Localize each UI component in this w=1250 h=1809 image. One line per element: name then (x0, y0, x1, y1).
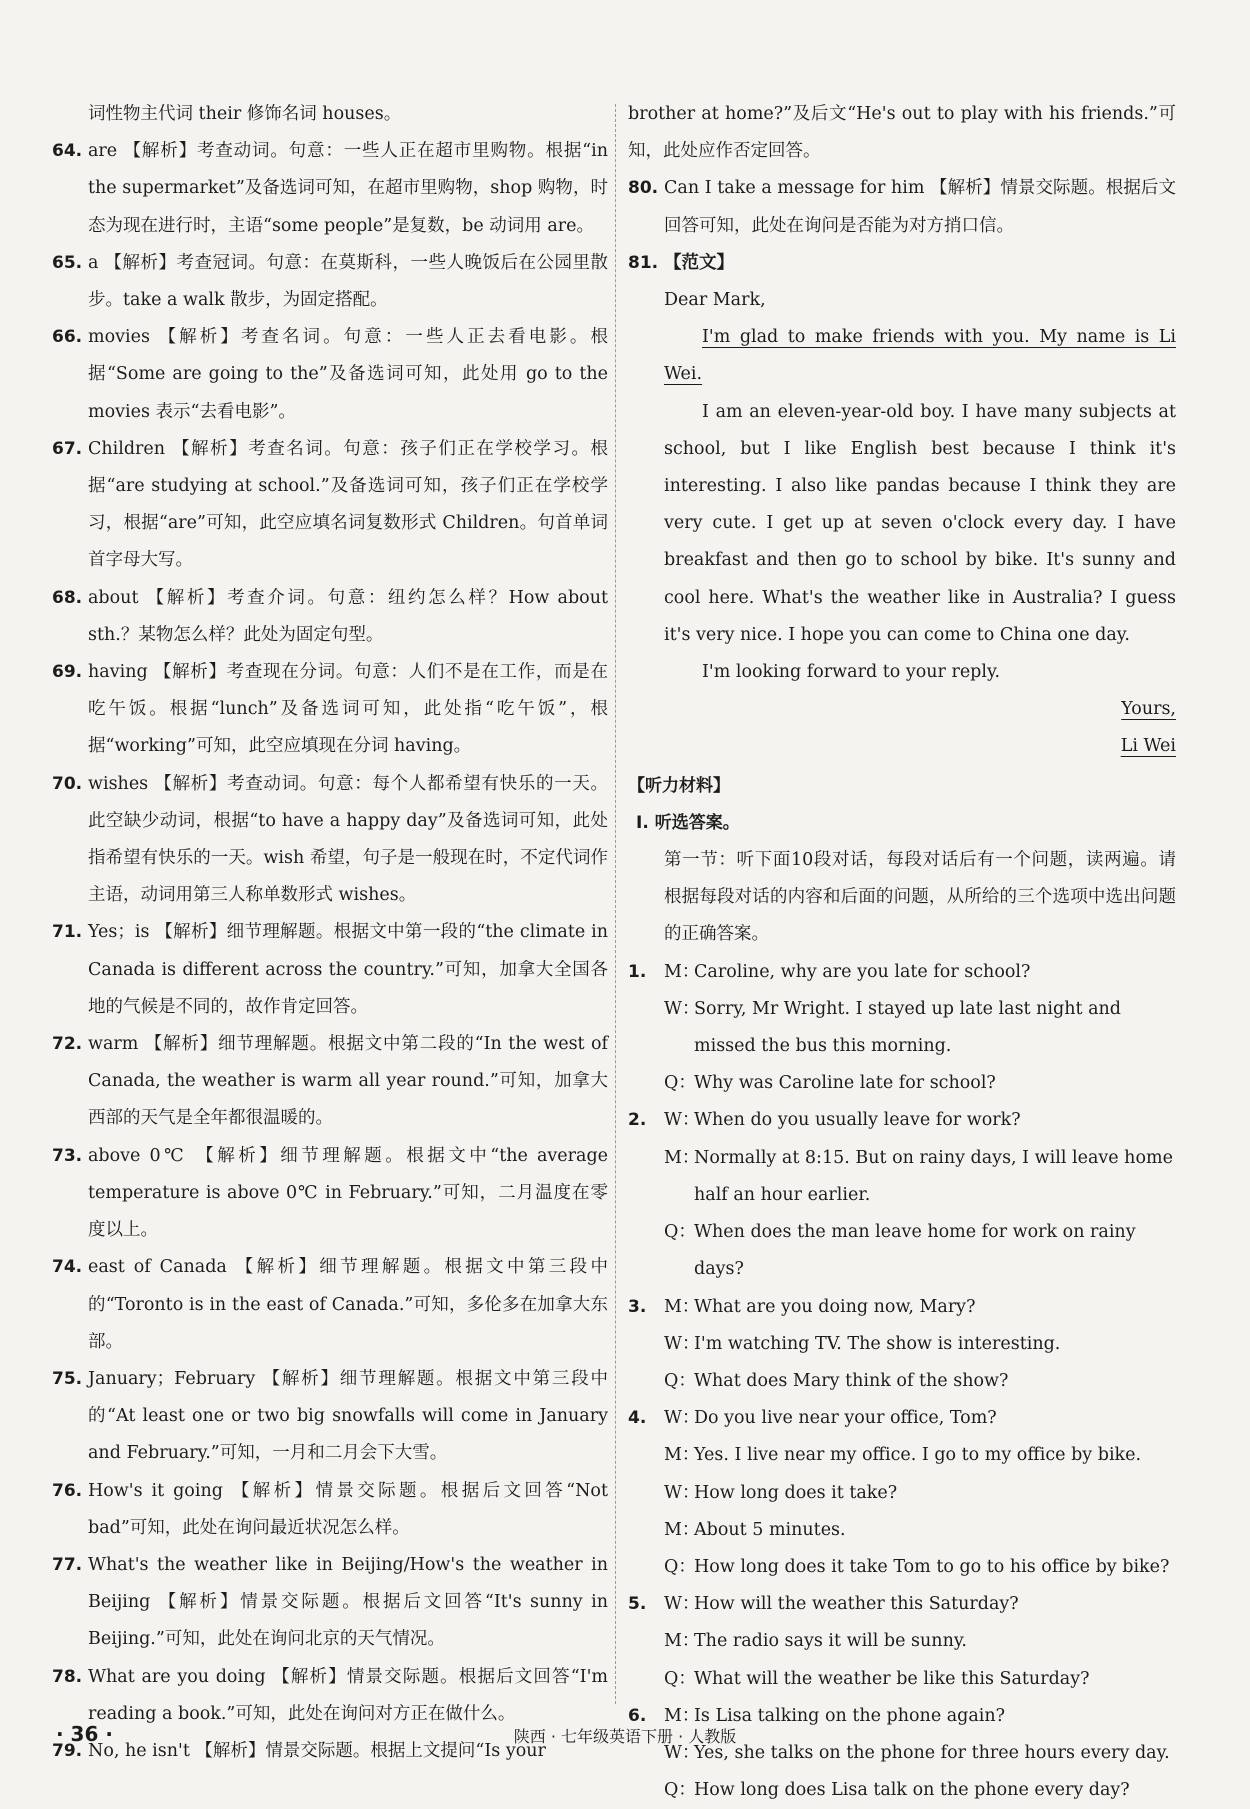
dialogue-line (664, 1326, 1176, 1363)
listening-instructions: 第一节：听下面10段对话，每段对话后有一个问题，读两遍。请根据每段对话的内容和后面的问题，从所给的三个选项中选出问题的正确答案。 (664, 850, 1176, 945)
item-number: 74. (52, 1257, 83, 1278)
page-number: · 36 · (56, 1722, 113, 1746)
line-text: Caroline, why are you late for school? (694, 961, 1031, 982)
speaker-label: M： (664, 1296, 700, 1317)
item-text: are 【解析】考查动词。句意：一些人正在超市里购物。根据“in the supermarket”及备选词可知，在超市里购物，shop 购物，时态为现在进行时，主语“some people”是复数，be 动词用 are。 (88, 141, 608, 236)
item-number: 80. (628, 178, 659, 199)
answer-item-81 (628, 245, 1176, 282)
line-text: About 5 minutes. (694, 1519, 846, 1540)
item-number: 67. (52, 438, 83, 459)
dialogue-line (664, 1140, 1176, 1214)
item-text: No, he isn't 【解析】情景交际题。根据上文提问“Is your (88, 1740, 546, 1761)
item-text: wishes 【解析】考查动词。句意：每个人都希望有快乐的一天。此空缺少动词，根据“to have a happy day”及备选词可知，此处指希望有快乐的一天。wish 希望，句子是一般现在时，不定代词作主语，动词用第三人称单数形式 wishes。 (88, 773, 608, 906)
answer-item (52, 1138, 608, 1250)
answer-item (52, 245, 608, 319)
item-number: 72. (52, 1034, 83, 1055)
item-number: 79. (52, 1740, 83, 1761)
letter-sign-off: Yours, (1121, 699, 1176, 720)
line-text: How long does it take? (694, 1482, 898, 1503)
item-text: January；February 【解析】细节理解题。根据文中第三段中的“At least one or two big snowfalls will come in January and February.”可知，一月和二月会下大雪。 (88, 1368, 608, 1464)
item-text: above 0℃ 【解析】细节理解题。根据文中“the average temperature is above 0℃ in February.”可知，二月温度在零度以上。 (88, 1145, 608, 1241)
line-text: Is Lisa talking on the phone again? (694, 1705, 1006, 1726)
item-number: 64. (52, 141, 83, 162)
line-text: Why was Caroline late for school? (694, 1073, 996, 1094)
speaker-label: M： (664, 961, 700, 982)
line-text: How long does it take Tom to go to his office by bike? (694, 1556, 1170, 1577)
speaker-label: W： (664, 1482, 700, 1503)
line-text: What will the weather be like this Saturday? (694, 1668, 1090, 1689)
speaker-label: W： (664, 1110, 700, 1131)
dialogue-number: 4. (628, 1408, 647, 1429)
speaker-label: W： (664, 1408, 700, 1429)
letter-first-line: I'm glad to make friends with you. My name is Li Wei. (664, 327, 1176, 385)
speaker-label: W： (664, 1594, 700, 1615)
item-text: What's the weather like in Beijing/How's the weather in Beijing 【解析】情景交际题。根据后文回答“It's sunny in Beijing.”可知，此处在询问北京的天气情况。 (88, 1554, 608, 1650)
answer-item (52, 914, 608, 1026)
speaker-label: Q： (664, 1222, 696, 1243)
speaker-label: M： (664, 1445, 700, 1466)
speaker-label: M： (664, 1147, 700, 1168)
answer-item (52, 1249, 608, 1361)
answer-list (52, 133, 608, 1770)
answer-item (52, 654, 608, 766)
speaker-label: M： (664, 1631, 700, 1652)
answer-item (52, 133, 608, 245)
listening-section-title: Ⅰ. 听选答案。 (636, 812, 740, 833)
dialogue (628, 1102, 1176, 1288)
line-text: What are you doing now, Mary? (694, 1296, 976, 1317)
item-text: What are you doing 【解析】情景交际题。根据后文回答“I'm reading a book.”可知，此处在询问对方正在做什么。 (88, 1666, 608, 1724)
answer-item (52, 580, 608, 654)
speaker-label: Q： (664, 1073, 696, 1094)
item-text: a 【解析】考查冠词。句意：在莫斯科，一些人晚饭后在公园里散步。take a walk 散步，为固定搭配。 (88, 252, 608, 311)
answer-item (52, 319, 608, 431)
dialogue-line (664, 1475, 1176, 1512)
dialogue-number: 2. (628, 1110, 647, 1131)
item-number: 68. (52, 587, 83, 608)
speaker-label: W： (664, 1742, 700, 1763)
speaker-label: W： (664, 998, 700, 1019)
item-text: movies 【解析】考查名词。句意：一些人正去看电影。根据“Some are going to the”及备选词可知，此处用 go to the movies 表示“去看电影”。 (88, 327, 608, 422)
answer-item (52, 766, 608, 915)
answer-item (52, 1473, 608, 1547)
item-text: Can I take a message for him 【解析】情景交际题。根据后文回答可知，此处在询问是否能为对方捎口信。 (664, 178, 1176, 236)
dialogue-line (664, 1400, 1176, 1437)
dialogue-line (664, 1549, 1176, 1586)
dialogue-line (664, 1289, 1176, 1326)
model-essay-label: 【范文】 (664, 252, 734, 273)
dialogue-line (664, 1363, 1176, 1400)
line-text: How long does Lisa talk on the phone every day? (694, 1780, 1130, 1801)
item-text: warm 【解析】细节理解题。根据文中第二段的“In the west of Canada, the weather is warm all year round.”可知，加拿大西部的天气是全年都很温暖的。 (88, 1034, 608, 1129)
dialogue-line (664, 991, 1176, 1065)
line-text: When does the man leave home for work on rainy days? (694, 1222, 1136, 1280)
item-number: 65. (52, 252, 83, 273)
dialogue-line (664, 1437, 1176, 1474)
dialogue-line (664, 1214, 1176, 1288)
dialogue (628, 1698, 1176, 1809)
item-text: having 【解析】考查现在分词。句意：人们不是在工作，而是在吃午饭。根据“lunch”及备选词可知，此处指“吃午饭”，根据“working”可知，此空应填现在分词 having。 (88, 662, 608, 757)
speaker-label: M： (664, 1705, 700, 1726)
item-text: How's it going 【解析】情景交际题。根据后文回答“Not bad”可知，此处在询问最近状况怎么样。 (88, 1480, 608, 1538)
item-text: Yes；is 【解析】细节理解题。根据文中第一段的“the climate in Canada is different across the country.”可知，加拿大全国各地的气候是不同的，故作肯定回答。 (88, 922, 608, 1017)
dialogue-number: 1. (628, 961, 647, 982)
line-text: I'm watching TV. The show is interesting. (694, 1333, 1061, 1354)
line-text: Sorry, Mr Wright. I stayed up late last night and missed the bus this morning. (694, 998, 1121, 1057)
line-text: How will the weather this Saturday? (694, 1594, 1019, 1615)
model-letter (628, 282, 1176, 766)
left-column (52, 96, 608, 1770)
item-number: 69. (52, 662, 83, 683)
line-text: Yes, she talks on the phone for three hours every day. (694, 1742, 1170, 1763)
item-number: 71. (52, 922, 83, 943)
speaker-label: Q： (664, 1556, 696, 1577)
dialogue-line (664, 1661, 1176, 1698)
line-text: Do you live near your office, Tom? (694, 1408, 997, 1429)
item-number: 76. (52, 1480, 83, 1501)
item-number: 77. (52, 1554, 83, 1575)
item-number: 70. (52, 773, 83, 794)
item-number: 66. (52, 327, 83, 348)
listening-header: 【听力材料】 (628, 775, 730, 796)
book-info: 陕西 · 七年级英语下册 · 人教版 (513, 1727, 737, 1746)
line-text: Yes. I live near my office. I go to my office by bike. (694, 1445, 1142, 1466)
dialogue-line (664, 1586, 1176, 1623)
letter-closing: I'm looking forward to your reply. (702, 662, 1001, 683)
answer-item (52, 1026, 608, 1138)
dialogue (628, 1400, 1176, 1586)
letter-signature: Li Wei (1120, 736, 1176, 757)
dialogue (628, 1586, 1176, 1698)
line-text: Normally at 8:15. But on rainy days, I will leave home half an hour earlier. (694, 1147, 1173, 1205)
right-column (628, 96, 1176, 1809)
dialogue-line (664, 1512, 1176, 1549)
dialogue-line (664, 1102, 1176, 1139)
item-text: Children 【解析】考查名词。句意：孩子们正在学校学习。根据“are studying at school.”及备选词可知，孩子们正在学校学习，根据“are”可知，此空应填名词复数形式 Children。句首单词首字母大写。 (88, 438, 608, 571)
speaker-label: W： (664, 1333, 700, 1354)
speaker-label: Q： (664, 1780, 696, 1801)
column-divider (615, 104, 616, 1704)
answer-item-80 (628, 170, 1176, 244)
answer-item (52, 1659, 608, 1733)
continuation-text: 词性物主代词 their 修饰名词 houses。 (88, 104, 402, 124)
item-number: 78. (52, 1666, 83, 1687)
speaker-label: M： (664, 1519, 700, 1540)
dialogue (628, 954, 1176, 1103)
letter-greeting: Dear Mark, (664, 290, 766, 311)
speaker-label: Q： (664, 1668, 696, 1689)
item-number: 73. (52, 1145, 83, 1166)
item-text: about 【解析】考查介词。句意：纽约怎么样？How about sth.？某物怎么样？此处为固定句型。 (88, 587, 608, 645)
continuation-text: brother at home?”及后文“He's out to play with his friends.”可知，此处应作否定回答。 (628, 104, 1176, 162)
item-number: 81. (628, 252, 659, 273)
item-text: east of Canada 【解析】细节理解题。根据文中第三段中的“Toronto is in the east of Canada.”可知，多伦多在加拿大东部。 (88, 1257, 608, 1352)
answer-item (52, 1361, 608, 1473)
dialogue-line (664, 1065, 1176, 1102)
dialogue (628, 1289, 1176, 1401)
line-text: The radio says it will be sunny. (694, 1631, 967, 1652)
speaker-label: Q： (664, 1370, 696, 1391)
item-number: 75. (52, 1368, 83, 1389)
dialogue-list (628, 954, 1176, 1809)
dialogue-line (664, 1772, 1176, 1809)
line-text: What does Mary think of the show? (694, 1370, 1009, 1391)
dialogue-line (664, 1623, 1176, 1660)
letter-body: I am an eleven-year-old boy. I have many subjects at school, but I like English best because I think it's interesting. I also like pandas because I think they are very cute. I get up at seven o'clock every day. I have breakfast and then go to school by bike. It's sunny and cool here. What's the weather like in Australia? I guess it's very nice. I hope you can come to China one day. (664, 401, 1176, 645)
line-text: When do you usually leave for work? (694, 1110, 1021, 1131)
dialogue-number: 3. (628, 1296, 647, 1317)
dialogue-line (664, 954, 1176, 991)
answer-item (52, 1547, 608, 1659)
answer-item (52, 431, 608, 580)
dialogue-number: 6. (628, 1705, 647, 1726)
dialogue-number: 5. (628, 1594, 647, 1615)
